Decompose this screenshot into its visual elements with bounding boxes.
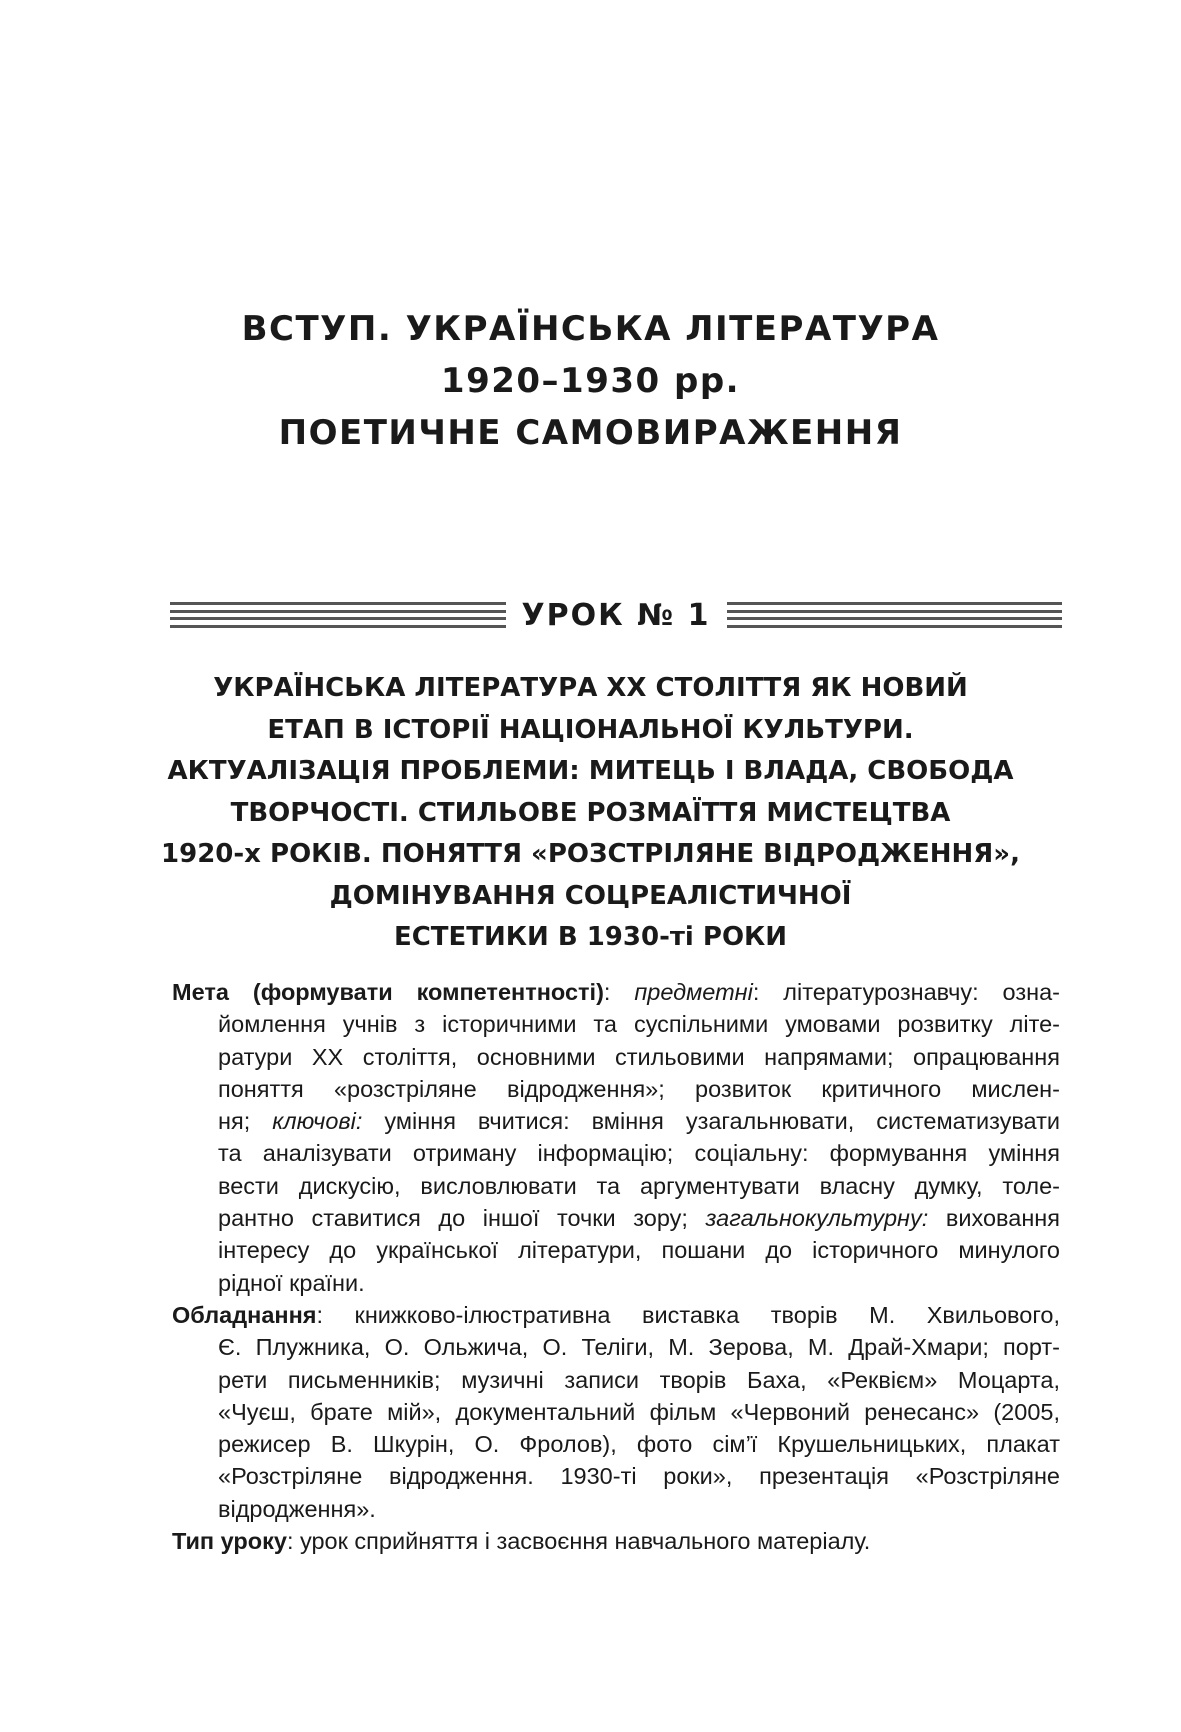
goal-paragraph: Мета (формувати компетентності): предметні: літературознавчу: озна- йомлення учнів з історичними та суспільними умовами розвитку літе- ратури ХХ століття, основними стильовими напрямами; опрацювання поняття «розстріляне відродження»; розвиток критичного мислен- ня; ключові: уміння вчитися: вміння узагальнювати, систематизувати та аналізувати отриману інформацію; соціальну: формування уміння вести дискусію, висловлювати та аргументувати власну думку, толе- рантно ставитися до іншої точки зору; загальнокультурну: виховання інтересу до української літератури, пошани до історичного минулого рідної країни.	[172, 979, 1060, 1296]
section-title	[0, 303, 1181, 459]
lesson-details	[172, 976, 1060, 1557]
left-stripes	[170, 602, 506, 628]
topic-line: 1920-х РОКІВ. ПОНЯТТЯ «РОЗСТРІЛЯНЕ ВІДРОДЖЕННЯ»,	[161, 839, 1020, 869]
topic-line: ЕТАП В ІСТОРІЇ НАЦІОНАЛЬНОЇ КУЛЬТУРИ.	[267, 714, 914, 745]
equipment-label: Обладнання	[172, 1301, 317, 1328]
lesson-topic	[0, 668, 1181, 959]
topic-line: ТВОРЧОСТІ. СТИЛЬОВЕ РОЗМАЇТТЯ МИСТЕЦТВА	[230, 797, 951, 828]
section-title-line: ПОЕТИЧНЕ САМОВИРАЖЕННЯ	[278, 413, 903, 453]
topic-line: УКРАЇНСЬКА ЛІТЕРАТУРА ХХ СТОЛІТТЯ ЯК НОВИЙ	[213, 673, 968, 703]
topic-line: ДОМІНУВАННЯ СОЦРЕАЛІСТИЧНОЇ	[329, 880, 852, 911]
section-title-line: 1920–1930 рр.	[440, 361, 741, 401]
lesson-type-paragraph: Тип уроку: урок сприйняття і засвоєння навчального матеріалу.	[172, 1528, 871, 1555]
lesson-label: УРОК № 1	[521, 597, 711, 633]
equipment-paragraph: Обладнання: книжково-ілюстративна виставка творів М. Хвильового, Є. Плужника, О. Ольжича, О. Теліги, М. Зерова, М. Драй-Хмари; порт- рети письменників; музичні записи творів Баха, «Реквієм» Моцарта, «Чуєш, брате мій», документальний фільм «Червоний ренесанс» (2005, режисер В. Шкурін, О. Фролов), фото сім’ї Крушельницьких, плакат «Розстріляне відродження. 1930-ті роки», презентація «Розстріляне відродження».	[172, 1301, 1060, 1522]
lesson-header	[170, 589, 1062, 641]
right-stripes	[727, 602, 1063, 628]
topic-line: ЕСТЕТИКИ В 1930-ті РОКИ	[393, 922, 788, 952]
section-title-line: ВСТУП. УКРАЇНСЬКА ЛІТЕРАТУРА	[241, 309, 940, 349]
lesson-type-label: Тип уроку	[172, 1528, 287, 1555]
topic-line: АКТУАЛІЗАЦІЯ ПРОБЛЕМИ: МИТЕЦЬ І ВЛАДА, СВОБОДА	[167, 756, 1014, 786]
goal-label: Мета (формувати компетентності)	[172, 979, 604, 1005]
